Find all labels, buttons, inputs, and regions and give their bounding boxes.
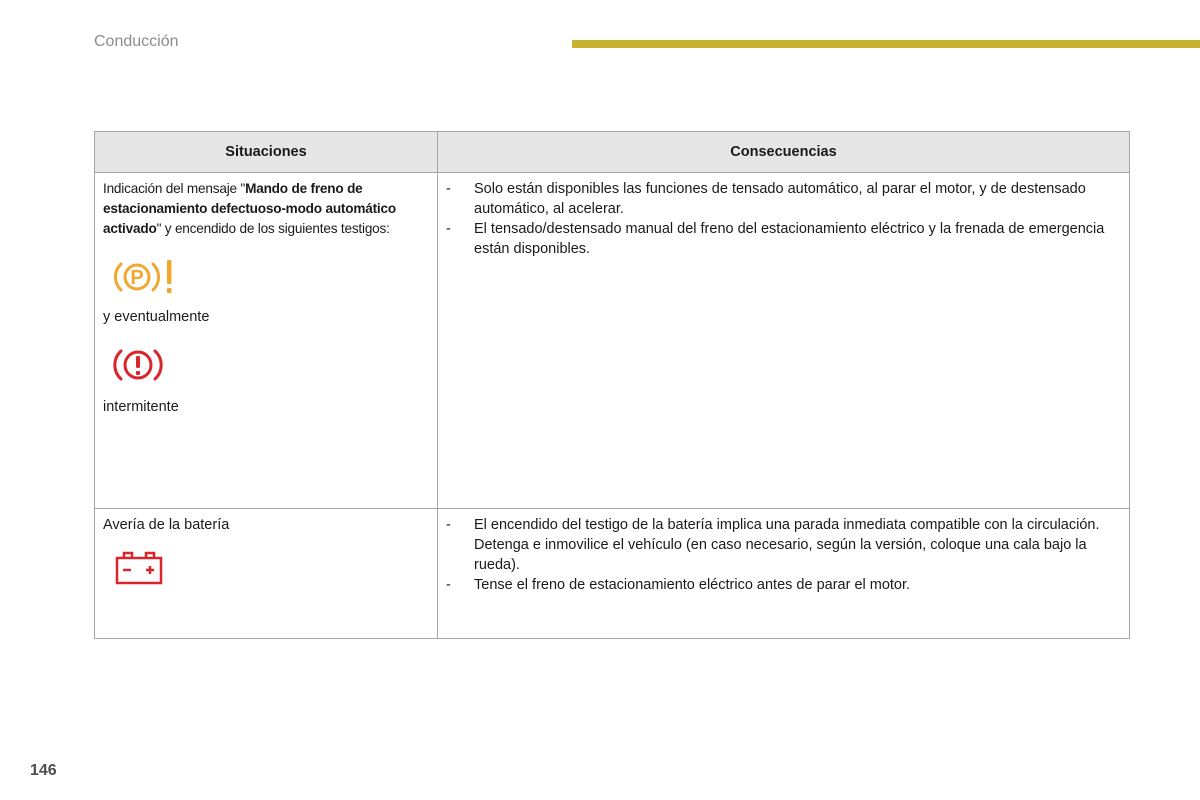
consequences-cell	[438, 509, 1130, 639]
situation-description: Avería de la batería	[103, 517, 230, 533]
situation-intro: Indicación del mensaje "	[103, 181, 246, 196]
warning-message: Mando de freno de estacionamiento defectuoso-modo automático activado	[103, 181, 396, 236]
battery-warning-icon	[115, 551, 163, 585]
table-header-row	[95, 132, 1130, 173]
column-header-situations: Situaciones	[95, 132, 438, 173]
consequence-item: - Tense el freno de estacionamiento eléctrico antes de parar el motor.	[446, 575, 1121, 595]
page-number: 146	[30, 762, 57, 779]
brake-warning-icon	[113, 345, 163, 385]
situation-cell	[95, 509, 438, 639]
svg-text:P: P	[130, 267, 144, 289]
consequences-list	[446, 515, 1121, 595]
situation-after-text: intermitente	[103, 399, 179, 415]
consequence-item: - El tensado/destensado manual del freno del estacionamiento eléctrico y la frenada de emergencia están disponibles.	[446, 219, 1121, 259]
consequences-cell	[438, 173, 1130, 509]
section-title: Conducción	[94, 33, 179, 50]
situation-outro: " y encendido de los siguientes testigos:	[156, 221, 390, 236]
situations-table	[94, 131, 1130, 639]
parking-brake-warning-icon	[113, 257, 177, 297]
consequence-item: - El encendido del testigo de la batería implica una parada inmediata compatible con la circulación. Detenga e inmovilice el vehículo (en caso necesario, según la versión, coloque una cala bajo la rueda).	[446, 515, 1121, 575]
column-header-consequences: Consecuencias	[438, 132, 1130, 173]
consequences-list	[446, 179, 1121, 259]
table-row	[95, 509, 1130, 639]
table-row	[95, 173, 1130, 509]
situation-cell	[95, 173, 438, 509]
header-accent-bar	[572, 40, 1200, 48]
situation-between-text: y eventualmente	[103, 309, 210, 325]
consequence-item: - Solo están disponibles las funciones de tensado automático, al parar el motor, y de destensado automático, al acelerar.	[446, 179, 1121, 219]
situation-description	[103, 179, 429, 239]
